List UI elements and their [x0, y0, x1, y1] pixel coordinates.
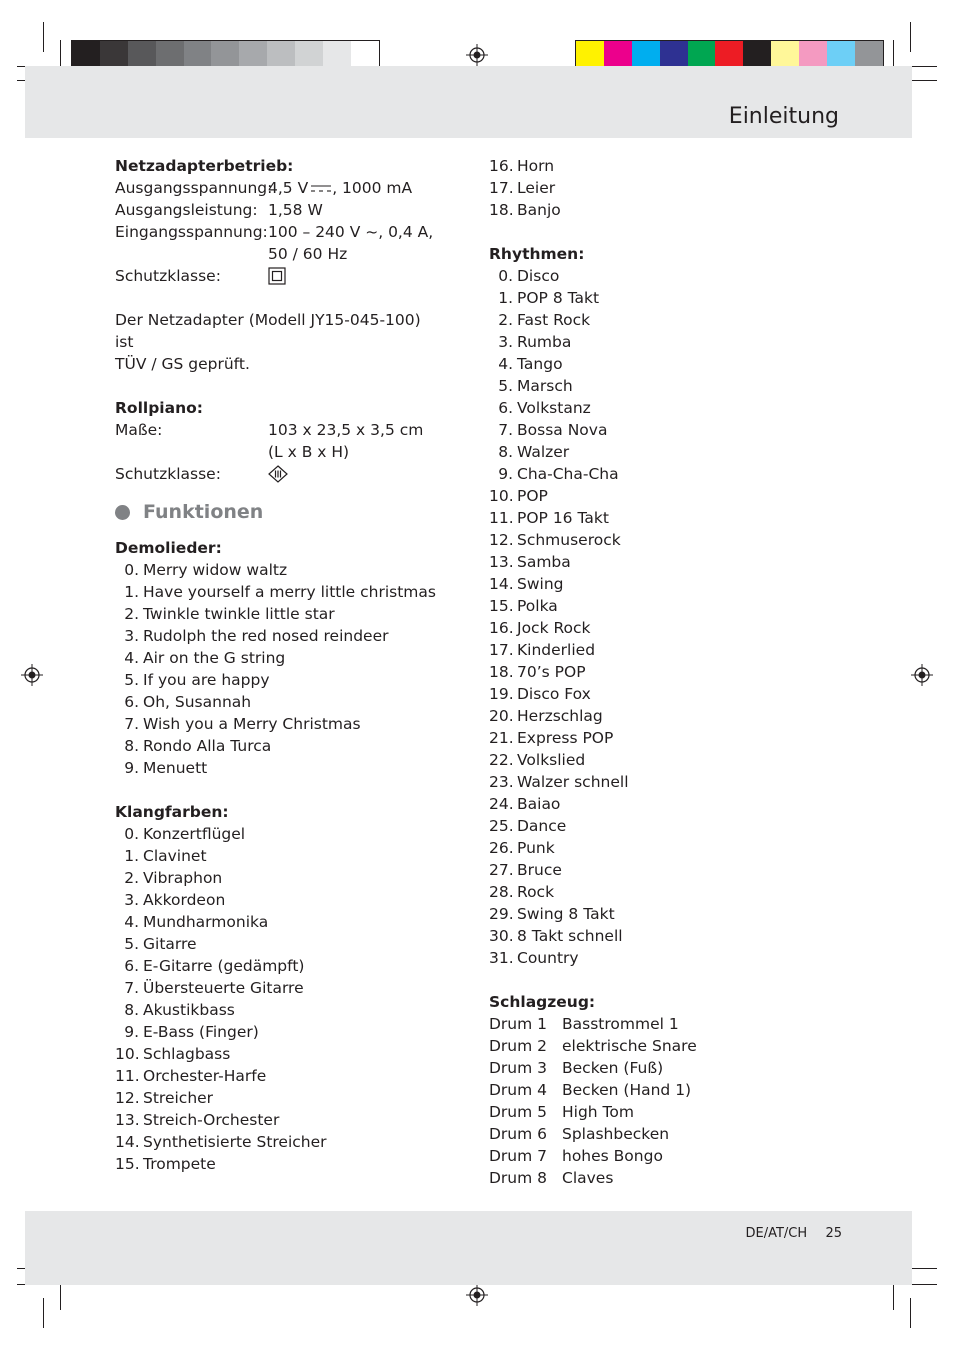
- list-item-text: Country: [517, 949, 579, 967]
- list-item: [115, 647, 435, 669]
- funktionen-section-header: [115, 497, 435, 527]
- protection-class-3-icon: [268, 465, 288, 483]
- list-item-number: 13.: [489, 553, 514, 571]
- list-item-text: Gitarre: [143, 935, 197, 953]
- list-item-text: Express POP: [517, 729, 614, 747]
- list-item-text: Streicher: [143, 1089, 214, 1107]
- list-item: [489, 485, 809, 507]
- list-item-number: 16.: [489, 157, 514, 175]
- list-item-number: 20.: [489, 707, 514, 725]
- list-item-text: Leier: [517, 179, 556, 197]
- schlagzeug-list: [489, 1013, 809, 1189]
- list-item-number: 31.: [489, 949, 514, 967]
- color-swatch: [211, 41, 239, 69]
- list-item: [115, 999, 435, 1021]
- list-item-number: 2.: [124, 605, 139, 623]
- right-column: [489, 155, 809, 1189]
- list-item-text: Walzer schnell: [517, 773, 629, 791]
- list-item: [115, 867, 435, 889]
- netzadapter-note: TÜV / GS geprüft.: [115, 355, 250, 373]
- list-item: [489, 463, 809, 485]
- page-footer: [746, 1226, 843, 1241]
- list-item: [489, 705, 809, 727]
- spec-key: Eingangsspannung:: [115, 223, 268, 241]
- list-item-text: Merry widow waltz: [143, 561, 288, 579]
- spec-row: [115, 243, 435, 265]
- drum-row: [489, 1167, 809, 1189]
- list-item-number: 0.: [498, 267, 513, 285]
- list-item: [115, 735, 435, 757]
- list-item: [489, 507, 809, 529]
- drum-row: [489, 1013, 809, 1035]
- list-item-number: 2.: [498, 311, 513, 329]
- left-column: [115, 155, 435, 1175]
- list-item: [489, 661, 809, 683]
- list-item-number: 8.: [124, 737, 139, 755]
- list-item: [489, 683, 809, 705]
- list-item-number: 18.: [489, 201, 514, 219]
- color-swatch: [184, 41, 212, 69]
- list-item-text: Banjo: [517, 201, 561, 219]
- list-item-number: 12.: [115, 1089, 140, 1107]
- list-item-number: 26.: [489, 839, 514, 857]
- list-item: [489, 925, 809, 947]
- list-item: [489, 353, 809, 375]
- list-item: [115, 911, 435, 933]
- crop-mark: [43, 22, 44, 52]
- spec-key: Maße:: [115, 421, 163, 439]
- list-item-text: POP: [517, 487, 548, 505]
- color-swatch: [715, 41, 743, 69]
- list-item-text: POP 8 Takt: [517, 289, 600, 307]
- drum-row: [489, 1035, 809, 1057]
- spec-row: [115, 199, 435, 221]
- section-title: Funktionen: [143, 501, 264, 523]
- list-item-number: 12.: [489, 531, 514, 549]
- color-swatch: [799, 41, 827, 69]
- list-item-text: Clavinet: [143, 847, 207, 865]
- list-item-text: Rock: [517, 883, 555, 901]
- list-item: [489, 749, 809, 771]
- list-item-text: Rudolph the red nosed reindeer: [143, 627, 389, 645]
- drum-row: [489, 1079, 809, 1101]
- rhythmen-list: [489, 265, 809, 969]
- list-item-number: 0.: [124, 825, 139, 843]
- list-item-text: Disco Fox: [517, 685, 591, 703]
- list-item-number: 27.: [489, 861, 514, 879]
- list-item-number: 3.: [124, 627, 139, 645]
- list-item-text: Menuett: [143, 759, 208, 777]
- spec-row: [115, 265, 435, 287]
- list-item: [115, 669, 435, 691]
- color-swatch: [128, 41, 156, 69]
- list-item: [489, 903, 809, 925]
- rhythmen-heading: Rhythmen:: [489, 245, 585, 263]
- list-item-number: 8.: [124, 1001, 139, 1019]
- list-item: [115, 1087, 435, 1109]
- list-item-text: Kinderlied: [517, 641, 596, 659]
- list-item-text: Rondo Alla Turca: [143, 737, 272, 755]
- demolieder-list: [115, 559, 435, 779]
- list-item: [489, 441, 809, 463]
- list-item-text: Rumba: [517, 333, 572, 351]
- drum-row: [489, 1123, 809, 1145]
- list-item: [489, 617, 809, 639]
- list-item: [489, 771, 809, 793]
- list-item-number: 30.: [489, 927, 514, 945]
- list-item-number: 10.: [115, 1045, 140, 1063]
- list-item-text: Orchester-Harfe: [143, 1067, 267, 1085]
- rollpiano-heading: Rollpiano:: [115, 399, 203, 417]
- list-item: [489, 859, 809, 881]
- drum-row: [489, 1057, 809, 1079]
- list-item-number: 10.: [489, 487, 514, 505]
- list-item-text: Akkordeon: [143, 891, 226, 909]
- list-item-number: 18.: [489, 663, 514, 681]
- spec-value: 1,58 W: [268, 201, 323, 219]
- color-swatch: [855, 41, 883, 69]
- list-item: [115, 1153, 435, 1175]
- list-item-number: 3.: [124, 891, 139, 909]
- list-item-text: Vibraphon: [143, 869, 223, 887]
- list-item-number: 29.: [489, 905, 514, 923]
- spec-value: 50 / 60 Hz: [268, 245, 348, 263]
- list-item: [115, 1131, 435, 1153]
- list-item-text: Marsch: [517, 377, 573, 395]
- spec-key: Ausgangsspannung:: [115, 179, 273, 197]
- list-item-number: 4.: [124, 913, 139, 931]
- list-item: [489, 331, 809, 353]
- list-item-text: Dance: [517, 817, 567, 835]
- color-swatch: [632, 41, 660, 69]
- spec-row: [115, 177, 435, 199]
- footer-region: DE/AT/CH: [745, 1226, 808, 1241]
- spec-row: [115, 419, 435, 441]
- list-item: [115, 581, 435, 603]
- list-item-number: 6.: [124, 693, 139, 711]
- list-item-text: Cha-Cha-Cha: [517, 465, 619, 483]
- list-item: [489, 419, 809, 441]
- list-item-number: 24.: [489, 795, 514, 813]
- list-item-number: 8.: [498, 443, 513, 461]
- list-item: [489, 287, 809, 309]
- drum-key: Drum 2: [489, 1037, 548, 1055]
- list-item-text: Baiao: [517, 795, 561, 813]
- crop-mark: [910, 1298, 911, 1328]
- dc-symbol-icon: [310, 183, 332, 195]
- color-swatch: [660, 41, 688, 69]
- list-item-text: Air on the G string: [143, 649, 286, 667]
- list-item-text: Wish you a Merry Christmas: [143, 715, 361, 733]
- spec-key: Ausgangsleistung:: [115, 201, 258, 219]
- list-item-number: 11.: [489, 509, 514, 527]
- list-item-text: Volkstanz: [517, 399, 591, 417]
- list-item: [489, 177, 809, 199]
- drum-key: Drum 4: [489, 1081, 548, 1099]
- list-item-number: 5.: [498, 377, 513, 395]
- list-item: [115, 1109, 435, 1131]
- list-item-text: Samba: [517, 553, 571, 571]
- color-swatch: [771, 41, 799, 69]
- list-item: [115, 559, 435, 581]
- list-item-number: 25.: [489, 817, 514, 835]
- crop-mark: [910, 22, 911, 52]
- list-item-text: Schmuserock: [517, 531, 621, 549]
- klangfarben-list-continued: [489, 155, 809, 221]
- list-item: [115, 823, 435, 845]
- list-item-number: 7.: [124, 715, 139, 733]
- drum-sound: Claves: [562, 1169, 614, 1187]
- drum-row: [489, 1101, 809, 1123]
- color-swatch: [604, 41, 632, 69]
- registration-mark-icon: [911, 664, 933, 686]
- list-item-text: Disco: [517, 267, 560, 285]
- drum-key: Drum 6: [489, 1125, 548, 1143]
- list-item-text: If you are happy: [143, 671, 270, 689]
- list-item-number: 9.: [124, 759, 139, 777]
- list-item-text: Horn: [517, 157, 555, 175]
- list-item: [115, 625, 435, 647]
- spec-key: [115, 441, 268, 463]
- list-item: [489, 573, 809, 595]
- list-item: [489, 837, 809, 859]
- color-swatch: [351, 41, 379, 69]
- footer-band: [25, 1211, 912, 1285]
- list-item-text: Übersteuerte Gitarre: [143, 979, 304, 997]
- list-item-number: 6.: [124, 957, 139, 975]
- list-item: [115, 845, 435, 867]
- list-item: [115, 691, 435, 713]
- list-item-number: 9.: [498, 465, 513, 483]
- drum-key: Drum 1: [489, 1015, 548, 1033]
- list-item-number: 6.: [498, 399, 513, 417]
- color-swatch: [267, 41, 295, 69]
- list-item-number: 22.: [489, 751, 514, 769]
- list-item-text: Punk: [517, 839, 555, 857]
- drum-sound: High Tom: [562, 1103, 634, 1121]
- list-item: [115, 933, 435, 955]
- list-item-number: 1.: [498, 289, 513, 307]
- list-item-text: Mundharmonika: [143, 913, 269, 931]
- protection-class-2-icon: [268, 267, 286, 285]
- list-item-text: Tango: [517, 355, 563, 373]
- list-item: [489, 199, 809, 221]
- list-item-number: 7.: [498, 421, 513, 439]
- spec-row: [115, 463, 435, 485]
- list-item: [489, 947, 809, 969]
- color-swatch: [156, 41, 184, 69]
- list-item: [115, 977, 435, 999]
- list-item-text: E-Bass (Finger): [143, 1023, 259, 1041]
- list-item-text: Bossa Nova: [517, 421, 608, 439]
- list-item-text: Oh, Susannah: [143, 693, 252, 711]
- list-item-text: Synthetisierte Streicher: [143, 1133, 327, 1151]
- list-item-text: Herzschlag: [517, 707, 603, 725]
- list-item-number: 17.: [489, 641, 514, 659]
- list-item-text: Have yourself a merry little christmas: [143, 583, 436, 601]
- drum-row: [489, 1145, 809, 1167]
- drum-sound: Becken (Hand 1): [562, 1081, 692, 1099]
- list-item: [489, 881, 809, 903]
- netzadapter-heading: Netzadapterbetrieb:: [115, 157, 294, 175]
- drum-key: Drum 7: [489, 1147, 548, 1165]
- drum-key: Drum 8: [489, 1169, 548, 1187]
- list-item-text: Trompete: [143, 1155, 216, 1173]
- list-item-text: POP 16 Takt: [517, 509, 609, 527]
- list-item-number: 1.: [124, 847, 139, 865]
- list-item-number: 19.: [489, 685, 514, 703]
- list-item-number: 15.: [489, 597, 514, 615]
- spec-value: 100 – 240 V ~, 0,4 A,: [268, 223, 434, 241]
- drum-key: Drum 5: [489, 1103, 548, 1121]
- drum-sound: Splashbecken: [562, 1125, 670, 1143]
- list-item-number: 7.: [124, 979, 139, 997]
- list-item: [115, 1021, 435, 1043]
- list-item: [489, 551, 809, 573]
- list-item: [115, 713, 435, 735]
- demolieder-heading: Demolieder:: [115, 539, 222, 557]
- list-item-number: 4.: [124, 649, 139, 667]
- list-item: [489, 375, 809, 397]
- spec-value: 103 x 23,5 x 3,5 cm: [268, 421, 424, 439]
- page-number: 25: [825, 1226, 842, 1241]
- list-item: [489, 793, 809, 815]
- list-item-number: 28.: [489, 883, 514, 901]
- list-item: [115, 955, 435, 977]
- list-item-number: 3.: [498, 333, 513, 351]
- list-item-number: 17.: [489, 179, 514, 197]
- color-swatch: [827, 41, 855, 69]
- list-item-number: 9.: [124, 1023, 139, 1041]
- list-item: [489, 529, 809, 551]
- color-swatch: [576, 41, 604, 69]
- list-item-text: Streich-Orchester: [143, 1111, 280, 1129]
- list-item: [489, 155, 809, 177]
- drum-sound: Becken (Fuß): [562, 1059, 664, 1077]
- list-item-text: Konzertflügel: [143, 825, 246, 843]
- list-item: [489, 309, 809, 331]
- color-swatch: [743, 41, 771, 69]
- list-item-text: Polka: [517, 597, 558, 615]
- list-item-number: 23.: [489, 773, 514, 791]
- spec-value: (L x B x H): [268, 443, 350, 461]
- spec-row: [115, 221, 435, 243]
- list-item-text: E-Gitarre (gedämpft): [143, 957, 305, 975]
- list-item-number: 14.: [489, 575, 514, 593]
- list-item-number: 15.: [115, 1155, 140, 1173]
- list-item-number: 21.: [489, 729, 514, 747]
- list-item-text: Walzer: [517, 443, 570, 461]
- list-item: [115, 603, 435, 625]
- list-item: [489, 595, 809, 617]
- drum-key: Drum 3: [489, 1059, 548, 1077]
- list-item-text: 8 Takt schnell: [517, 927, 623, 945]
- list-item-number: 5.: [124, 935, 139, 953]
- list-item: [115, 889, 435, 911]
- list-item-number: 4.: [498, 355, 513, 373]
- list-item: [115, 1065, 435, 1087]
- registration-mark-icon: [21, 664, 43, 686]
- list-item-number: 16.: [489, 619, 514, 637]
- list-item-text: Fast Rock: [517, 311, 591, 329]
- color-swatch: [239, 41, 267, 69]
- color-swatch: [72, 41, 100, 69]
- spec-row: [115, 441, 435, 463]
- list-item-number: 5.: [124, 671, 139, 689]
- list-item-text: Schlagbass: [143, 1045, 231, 1063]
- drum-sound: hohes Bongo: [562, 1147, 663, 1165]
- list-item-number: 1.: [124, 583, 139, 601]
- drum-sound: Basstrommel 1: [562, 1015, 679, 1033]
- color-swatch: [100, 41, 128, 69]
- list-item: [115, 1043, 435, 1065]
- spec-key: Schutzklasse:: [115, 267, 221, 285]
- drum-sound: elektrische Snare: [562, 1037, 697, 1055]
- spec-value: 4,5 V , 1000 mA: [268, 179, 413, 197]
- list-item-number: 14.: [115, 1133, 140, 1151]
- registration-mark-icon: [466, 1284, 488, 1306]
- klangfarben-heading: Klangfarben:: [115, 803, 229, 821]
- list-item: [489, 815, 809, 837]
- netzadapter-note: Der Netzadapter (Modell JY15-045-100) ist: [115, 311, 421, 351]
- crop-mark: [43, 1298, 44, 1328]
- list-item-text: Volkslied: [517, 751, 586, 769]
- registration-mark-icon: [466, 44, 488, 66]
- list-item-number: 13.: [115, 1111, 140, 1129]
- list-item-text: 70’s POP: [517, 663, 586, 681]
- page-title: Einleitung: [728, 104, 839, 129]
- color-swatch: [295, 41, 323, 69]
- schlagzeug-heading: Schlagzeug:: [489, 993, 596, 1011]
- list-item-text: Jock Rock: [517, 619, 591, 637]
- list-item-text: Akustikbass: [143, 1001, 235, 1019]
- list-item-number: 2.: [124, 869, 139, 887]
- klangfarben-list: [115, 823, 435, 1175]
- list-item-text: Twinkle twinkle little star: [143, 605, 335, 623]
- list-item-number: 11.: [115, 1067, 140, 1085]
- list-item-number: 0.: [124, 561, 139, 579]
- spec-key: Schutzklasse:: [115, 465, 221, 483]
- list-item: [489, 639, 809, 661]
- list-item-text: Swing 8 Takt: [517, 905, 615, 923]
- list-item: [489, 265, 809, 287]
- color-swatch: [688, 41, 716, 69]
- list-item: [489, 727, 809, 749]
- list-item: [115, 757, 435, 779]
- spec-key: [115, 243, 268, 265]
- list-item-text: Swing: [517, 575, 564, 593]
- list-item-text: Bruce: [517, 861, 562, 879]
- list-item: [489, 397, 809, 419]
- color-swatch: [323, 41, 351, 69]
- section-bullet-icon: [115, 505, 130, 520]
